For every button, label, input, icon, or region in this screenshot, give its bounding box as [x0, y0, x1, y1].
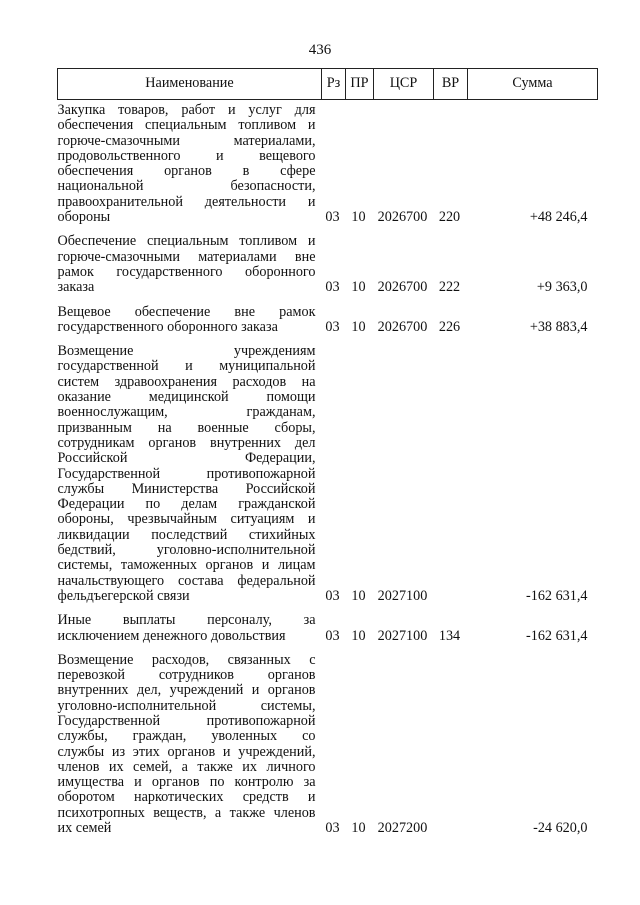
header-rz: Рз: [322, 69, 346, 100]
row-rz: 03: [325, 820, 340, 837]
row-name-line: психотропных веществ, а также членов: [57, 804, 316, 821]
row-name-line: Закупка товаров, работ и услуг для: [57, 102, 316, 118]
row-name: [58, 100, 322, 232]
row-csr: 2026700: [377, 318, 428, 335]
row-vr: 226: [438, 318, 461, 335]
row-name-line: бедствий, уголовно-исполнительной: [57, 542, 316, 559]
row-name-line: Государственной противопожарной: [57, 712, 316, 729]
row-name-line: призванным на военные сборы,: [57, 419, 316, 436]
row-pr: 10: [351, 279, 366, 296]
row-name-line: обеспечения специальным топливом и: [57, 117, 316, 134]
row-name-line: рамок государственного оборонного: [57, 263, 316, 280]
row-csr: 2027100: [377, 587, 428, 604]
row-pr: 10: [351, 318, 366, 335]
row-pr: 10: [351, 587, 366, 604]
row-name-line: службы из этих органов и учреждений,: [57, 743, 316, 760]
row-vr: 222: [438, 279, 461, 296]
row-name-line: военнослужащим, гражданам,: [57, 404, 316, 421]
row-rz: 03: [325, 209, 340, 226]
row-name-line: горюче-смазочными материалами,: [57, 132, 316, 149]
table-row: [58, 302, 598, 342]
table-row: [58, 100, 598, 232]
header-name: Наименование: [58, 69, 322, 100]
row-sum: -24 620,0: [533, 820, 588, 837]
budget-table: [57, 68, 598, 842]
row-csr: 2026700: [377, 279, 428, 296]
row-sum: +38 883,4: [529, 318, 588, 335]
row-vr: 134: [438, 627, 461, 644]
row-name-line: имущества и органов по контролю за: [57, 774, 316, 791]
row-name-line: государственной и муниципальной: [57, 358, 316, 375]
row-name-line: оборотом наркотических средств и: [57, 789, 316, 806]
row-rz: 03: [325, 318, 340, 335]
row-name-line: государственного оборонного заказа: [57, 318, 278, 335]
row-name-line: системы, таможенных органов и лицам: [57, 557, 316, 574]
row-name: [58, 302, 322, 342]
row-name-line: Российской Федерации,: [57, 450, 316, 467]
row-name-line: Федерации по делам гражданской: [57, 496, 316, 513]
row-name-line: Возмещение учреждениям: [57, 343, 316, 360]
row-name-line: систем здравоохранения расходов на: [57, 373, 316, 390]
row-name-line: горюче-смазочными материалами вне: [57, 248, 316, 265]
row-name-line: перевозкой сотрудников органов: [57, 667, 316, 684]
row-name-line: службы, граждан, уволенных со: [57, 728, 316, 745]
table-body: [58, 100, 598, 843]
row-name-line: продовольственного и вещевого: [57, 147, 316, 164]
row-pr: 10: [351, 209, 366, 226]
row-name-line: ликвидации последствий стихийных: [57, 526, 316, 543]
row-rz: 03: [325, 627, 340, 644]
row-name-line: исключением денежного довольствия: [57, 627, 286, 644]
row-sum: -162 631,4: [526, 627, 588, 644]
row-name-line: внутренних дел, учреждений и органов: [57, 682, 316, 699]
row-name: [58, 610, 322, 650]
row-vr: [434, 341, 468, 610]
row-rz: 03: [325, 587, 340, 604]
row-name-line: обеспечения органов в сфере: [57, 163, 316, 180]
row-name-line: Государственной противопожарной: [57, 465, 316, 482]
header-pr: ПР: [346, 69, 374, 100]
table-row: [58, 231, 598, 301]
row-pr: 10: [351, 627, 366, 644]
header-vr: ВР: [434, 69, 468, 100]
row-name-line: Иные выплаты персоналу, за: [57, 612, 316, 629]
row-csr: 2027200: [377, 820, 428, 837]
row-name: [58, 341, 322, 610]
row-name: [58, 650, 322, 843]
row-sum: +9 363,0: [536, 279, 588, 296]
row-name-line: обороны, чрезвычайным ситуациям и: [57, 511, 316, 528]
page-number: 436: [308, 42, 332, 58]
header-csr: ЦСР: [374, 69, 434, 100]
row-name-line: членов их семей, а также их личного: [57, 758, 316, 775]
row-name-line: правоохранительной деятельности и: [57, 193, 316, 210]
row-name-line: сотрудникам органов внутренних дел: [57, 434, 316, 451]
header-sum: Сумма: [468, 69, 598, 100]
row-name-line: оказание медицинской помощи: [57, 389, 316, 406]
row-sum: +48 246,4: [529, 209, 588, 226]
table-row: [58, 341, 598, 610]
row-name-line: Возмещение расходов, связанных с: [57, 651, 316, 668]
row-vr: 220: [438, 209, 461, 226]
row-sum: -162 631,4: [526, 587, 588, 604]
table-row: [58, 610, 598, 650]
row-pr: 10: [351, 820, 366, 837]
row-csr: 2027100: [377, 627, 428, 644]
row-name-line: службы Министерства Российской: [57, 480, 316, 497]
row-name-line: обороны: [57, 209, 111, 226]
table-row: [58, 650, 598, 843]
row-name-line: начальствующего состава федеральной: [57, 572, 316, 589]
row-name-line: национальной безопасности,: [57, 178, 316, 195]
row-vr: [434, 650, 468, 843]
row-csr: 2026700: [377, 209, 428, 226]
row-name-line: уголовно-исполнительной системы,: [57, 697, 316, 714]
row-name-line: фельдъегерской связи: [57, 587, 190, 604]
row-name: [58, 231, 322, 301]
table-header-row: [58, 69, 598, 100]
row-name-line: Вещевое обеспечение вне рамок: [57, 303, 316, 320]
row-rz: 03: [325, 279, 340, 296]
row-name-line: их семей: [57, 820, 112, 837]
row-name-line: заказа: [57, 279, 95, 296]
row-name-line: Обеспечение специальным топливом и: [57, 233, 316, 250]
